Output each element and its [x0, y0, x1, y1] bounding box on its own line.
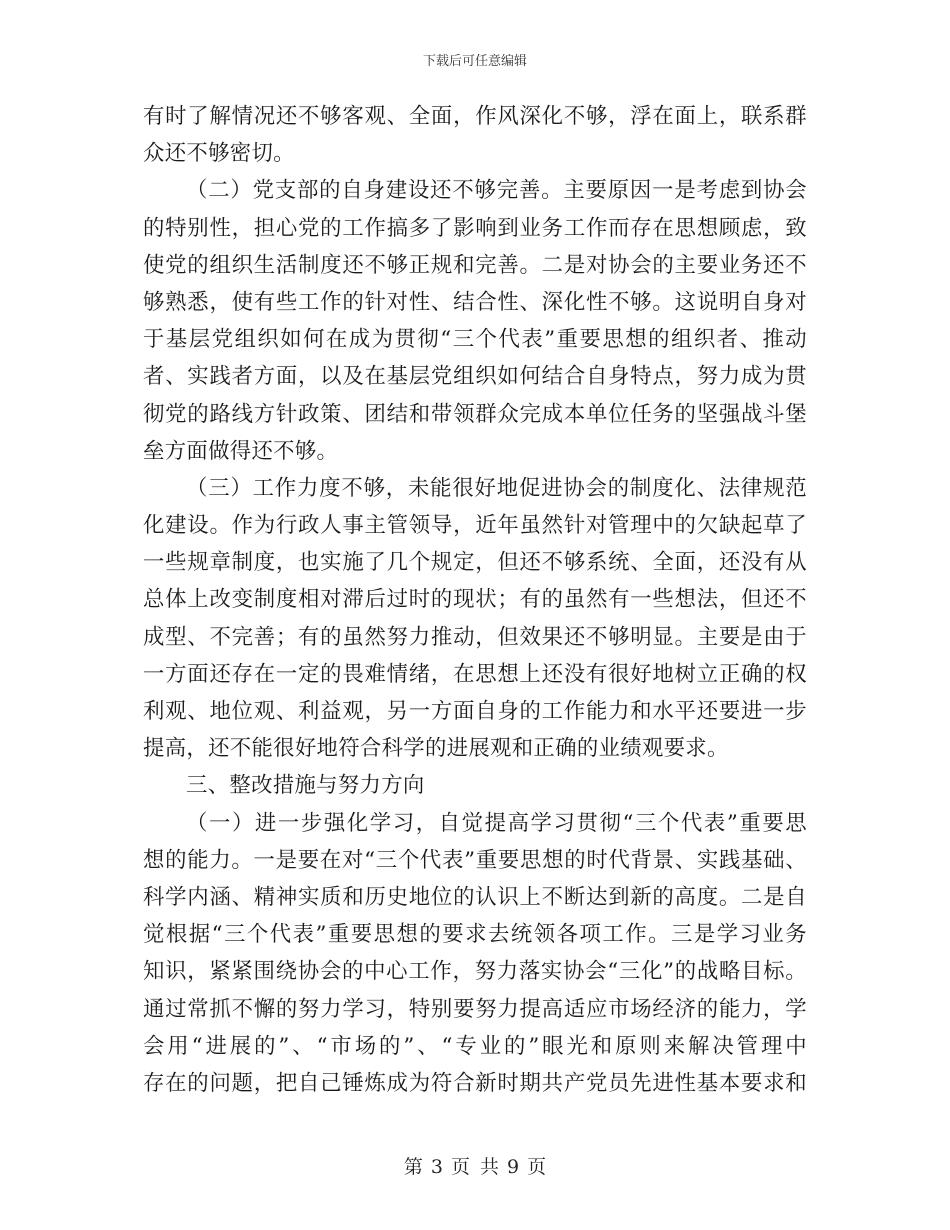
text-line: 觉根据“三个代表”重要思想的要求去统领各项工作。三是学习业务: [143, 922, 807, 948]
text-line: 有时了解情况还不够客观、全面，作风深化不够，浮在面上，联系群: [143, 104, 807, 129]
text-line: 够熟悉，使有些工作的针对性、结合性、深化性不够。这说明自身对: [143, 289, 807, 315]
section-heading: 三、整改措施与努力方向: [186, 773, 425, 799]
page-header: 下载后可任意编辑: [422, 54, 527, 69]
document-body: [143, 98, 807, 1102]
text-line: 成型、不完善；有的虽然努力推动，但效果还不够明显。主要是由于: [143, 624, 807, 650]
footer-middle: 页 共: [450, 1156, 500, 1178]
page-footer: [0, 1152, 950, 1179]
text-line: 一方面还存在一定的畏难情绪，在思想上还没有很好地树立正确的权: [143, 661, 807, 687]
text-line: 知识，紧紧围绕协会的中心工作，努力落实协会“三化”的战略目标。: [143, 959, 807, 985]
text-line: 于基层党组织如何在成为贯彻“三个代表”重要思想的组织者、推动: [143, 327, 807, 353]
text-line: 者、实践者方面，以及在基层党组织如何结合自身特点，努力成为贯: [143, 364, 807, 390]
text-line: 提高，还不能很好地符合科学的进展观和正确的业绩观要求。: [143, 736, 729, 762]
current-page-number: 3: [430, 1156, 443, 1178]
text-line: （一）进一步强化学习，自觉提高学习贯彻“三个代表”重要思: [186, 810, 807, 836]
text-line: 彻党的路线方针政策、团结和带领群众完成本单位任务的坚强战斗堡: [143, 401, 807, 427]
footer-prefix: 第: [403, 1156, 423, 1178]
text-line: 科学内涵、精神实质和历史地位的认识上不断达到新的高度。二是自: [143, 884, 807, 910]
text-line: 化建设。作为行政人事主管领导，近年虽然针对管理中的欠缺起草了: [143, 513, 807, 539]
text-line: 存在的问题，把自己锤炼成为符合新时期共产党员先进性基本要求和: [143, 1070, 807, 1096]
text-line: 通过常抓不懈的努力学习，特别要努力提高适应市场经济的能力，学: [143, 996, 807, 1022]
text-line: 垒方面做得还不够。: [143, 438, 339, 464]
text-line: 的特别性，担心党的工作搞多了影响到业务工作而存在思想顾虑，致: [143, 215, 807, 241]
text-line: 总体上改变制度相对滞后过时的现状；有的虽然有一些想法，但还不: [143, 587, 807, 613]
text-line: 众还不够密切。: [143, 141, 295, 167]
text-line: 使党的组织生活制度还不够正规和完善。二是对协会的主要业务还不: [143, 252, 807, 278]
text-line: （二）党支部的自身建设还不够完善。主要原因一是考虑到协会: [186, 178, 807, 204]
text-line: 一些规章制度，也实施了几个规定，但还不够系统、全面，还没有从: [143, 550, 807, 576]
text-line: 想的能力。一是要在对“三个代表”重要思想的时代背景、实践基础、: [143, 847, 807, 873]
footer-suffix: 页: [527, 1156, 547, 1178]
text-line: 利观、地位观、利益观，另一方面自身的工作能力和水平还要进一步: [143, 699, 807, 724]
total-page-count: 9: [507, 1156, 520, 1178]
text-line: 会用“进展的”、“市场的”、“专业的”眼光和原则来解决管理中: [143, 1033, 807, 1059]
text-line: （三）工作力度不够，未能很好地促进协会的制度化、法律规范: [186, 475, 807, 501]
